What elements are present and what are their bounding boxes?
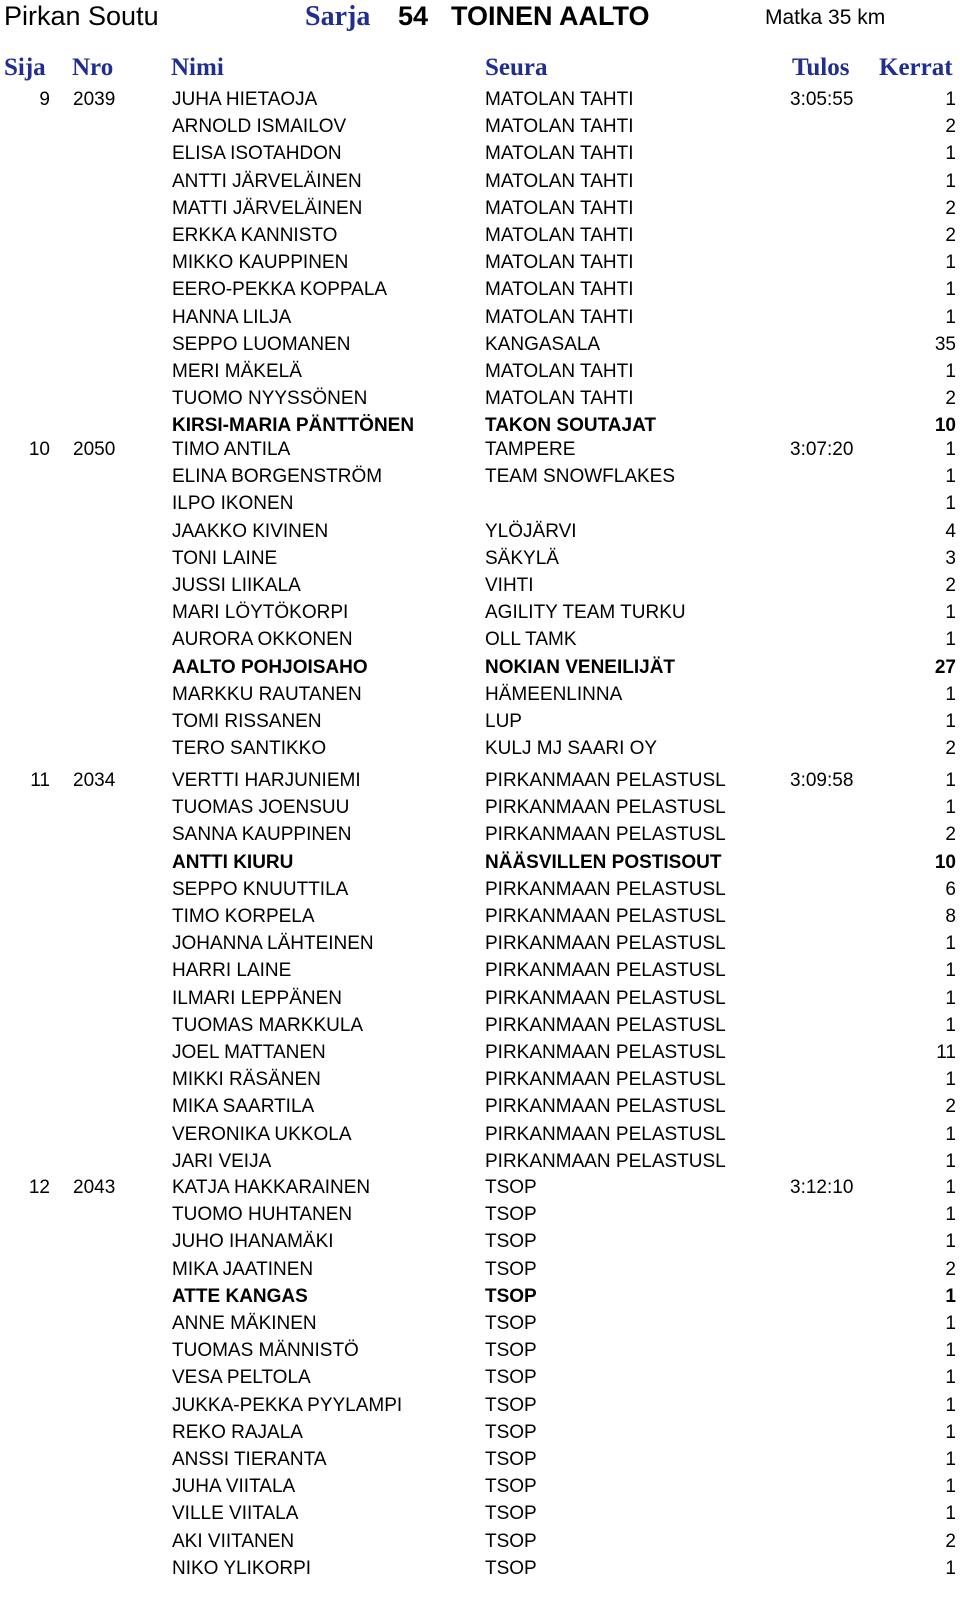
rower-name-cell: AKI VIITANEN xyxy=(172,1530,295,1552)
club-cell: PIRKANMAAN PELASTUSL xyxy=(485,824,726,846)
result-time-cell: 3:07:20 xyxy=(790,439,854,460)
rower-name-cell: REKO RAJALA xyxy=(172,1421,303,1443)
team-number-cell: 2043 xyxy=(73,1177,116,1198)
count-cell: 1 xyxy=(945,1476,956,1498)
rower-name-cell: SEPPO LUOMANEN xyxy=(172,333,351,355)
table-row xyxy=(0,86,960,113)
table-row xyxy=(0,436,960,463)
table-row xyxy=(0,654,960,681)
column-header-result: Tulos xyxy=(792,54,850,81)
count-cell: 2 xyxy=(945,197,956,219)
count-cell: 1 xyxy=(945,439,956,460)
club-cell: OLL TAMK xyxy=(485,629,577,651)
table-row xyxy=(0,276,960,303)
place-cell: 11 xyxy=(30,770,50,791)
column-header-number: Nro xyxy=(72,54,114,81)
rower-name-cell: ILMARI LEPPÄNEN xyxy=(172,987,342,1009)
rower-name-cell: AALTO POHJOISAHO xyxy=(172,656,368,678)
club-cell: HÄMEENLINNA xyxy=(485,683,623,705)
count-cell: 1 xyxy=(945,960,956,982)
count-cell: 11 xyxy=(936,1042,956,1063)
club-cell: TSOP xyxy=(485,1285,537,1307)
count-cell: 1 xyxy=(945,1069,956,1091)
table-row xyxy=(0,849,960,876)
club-cell: TSOP xyxy=(485,1313,537,1334)
table-row xyxy=(0,1256,960,1283)
club-cell: MATOLAN TAHTI xyxy=(485,361,634,382)
club-cell: TSOP xyxy=(485,1476,537,1498)
table-row xyxy=(0,1228,960,1255)
club-cell: PIRKANMAAN PELASTUSL xyxy=(485,1042,726,1063)
table-row xyxy=(0,767,960,794)
table-row xyxy=(0,1174,960,1201)
rower-name-cell: ATTE KANGAS xyxy=(172,1285,308,1307)
count-cell: 1 xyxy=(945,1313,956,1334)
rower-name-cell: JAAKKO KIVINEN xyxy=(172,520,329,542)
rower-name-cell: KATJA HAKKARAINEN xyxy=(172,1177,371,1198)
club-cell: TSOP xyxy=(485,1204,537,1226)
rower-name-cell: JOHANNA LÄHTEINEN xyxy=(172,933,374,955)
rower-name-cell: SEPPO KNUUTTILA xyxy=(172,878,349,900)
place-cell: 10 xyxy=(28,439,50,460)
table-row xyxy=(0,1066,960,1093)
table-row xyxy=(0,1555,960,1582)
rower-name-cell: VILLE VIITALA xyxy=(172,1503,299,1525)
count-cell: 2 xyxy=(945,575,956,596)
rower-name-cell: TIMO KORPELA xyxy=(172,906,315,927)
count-cell: 1 xyxy=(945,1150,956,1172)
count-cell: 1 xyxy=(945,493,956,515)
count-cell: 2 xyxy=(945,824,956,846)
table-row xyxy=(0,1283,960,1310)
count-cell: 1 xyxy=(945,1204,956,1226)
club-cell: VIHTI xyxy=(485,575,534,596)
rower-name-cell: MARI LÖYTÖKORPI xyxy=(172,602,349,624)
table-row xyxy=(0,222,960,249)
club-cell: YLÖJÄRVI xyxy=(485,520,577,542)
rower-name-cell: JUHA HIETAOJA xyxy=(172,89,318,110)
place-cell: 9 xyxy=(39,89,50,110)
table-row xyxy=(0,1500,960,1527)
rower-name-cell: JARI VEIJA xyxy=(172,1150,272,1172)
club-cell: MATOLAN TAHTI xyxy=(485,197,634,219)
rower-name-cell: HARRI LAINE xyxy=(172,960,292,982)
club-cell: PIRKANMAAN PELASTUSL xyxy=(485,770,726,791)
count-cell: 35 xyxy=(934,333,956,355)
count-cell: 1 xyxy=(945,602,956,624)
count-cell: 1 xyxy=(945,1177,956,1198)
table-row xyxy=(0,681,960,708)
count-cell: 2 xyxy=(945,1530,956,1552)
result-time-cell: 3:05:55 xyxy=(790,89,854,110)
rower-name-cell: VERTTI HARJUNIEMI xyxy=(172,770,361,791)
rower-name-cell: JOEL MATTANEN xyxy=(172,1042,326,1063)
count-cell: 10 xyxy=(934,415,956,437)
table-row xyxy=(0,463,960,490)
count-cell: 1 xyxy=(945,683,956,705)
table-row xyxy=(0,518,960,545)
rower-name-cell: ANTTI KIURU xyxy=(172,851,294,873)
club-cell: TSOP xyxy=(485,1503,537,1525)
count-cell: 1 xyxy=(945,306,956,328)
rower-name-cell: VESA PELTOLA xyxy=(172,1367,311,1389)
count-cell: 2 xyxy=(945,116,956,138)
count-cell: 1 xyxy=(945,770,956,791)
column-header-place: Sija xyxy=(4,54,46,81)
count-cell: 1 xyxy=(945,629,956,651)
count-cell: 1 xyxy=(945,711,956,732)
count-cell: 8 xyxy=(945,906,956,927)
table-row xyxy=(0,1012,960,1039)
club-cell: NOKIAN VENEILIJÄT xyxy=(485,656,676,678)
club-cell: NÄÄSVILLEN POSTISOUT xyxy=(485,851,722,873)
team-number-cell: 2034 xyxy=(73,770,116,791)
rower-name-cell: ARNOLD ISMAILOV xyxy=(172,116,347,138)
count-cell: 1 xyxy=(945,466,956,488)
table-row xyxy=(0,626,960,653)
club-cell: SÄKYLÄ xyxy=(485,547,559,569)
table-row xyxy=(0,1419,960,1446)
count-cell: 2 xyxy=(945,388,956,410)
club-cell: TSOP xyxy=(485,1449,537,1470)
rower-name-cell: ANTTI JÄRVELÄINEN xyxy=(172,170,362,192)
count-cell: 2 xyxy=(945,1258,956,1280)
table-row xyxy=(0,140,960,167)
rower-name-cell: MIKA SAARTILA xyxy=(172,1096,315,1118)
table-row xyxy=(0,249,960,276)
club-cell: TSOP xyxy=(485,1421,537,1443)
count-cell: 1 xyxy=(945,1123,956,1145)
club-cell: PIRKANMAAN PELASTUSL xyxy=(485,906,726,927)
club-cell: TSOP xyxy=(485,1231,537,1253)
rower-name-cell: KIRSI-MARIA PÄNTTÖNEN xyxy=(172,415,415,437)
table-row xyxy=(0,794,960,821)
count-cell: 1 xyxy=(945,1014,956,1036)
club-cell: PIRKANMAAN PELASTUSL xyxy=(485,1014,726,1036)
count-cell: 1 xyxy=(945,1340,956,1362)
club-cell: PIRKANMAAN PELASTUSL xyxy=(485,987,726,1009)
club-cell: TEAM SNOWFLAKES xyxy=(485,466,676,488)
table-row xyxy=(0,331,960,358)
club-cell: MATOLAN TAHTI xyxy=(485,279,634,301)
count-cell: 1 xyxy=(945,933,956,955)
count-cell: 1 xyxy=(945,89,956,110)
table-row xyxy=(0,1473,960,1500)
count-cell: 3 xyxy=(945,547,956,569)
table-row xyxy=(0,1528,960,1555)
rower-name-cell: TUOMO NYYSSÖNEN xyxy=(172,388,368,410)
club-cell: MATOLAN TAHTI xyxy=(485,388,634,410)
column-header-count: Kerrat xyxy=(879,54,953,81)
club-cell: MATOLAN TAHTI xyxy=(485,170,634,192)
count-cell: 1 xyxy=(945,797,956,819)
count-cell: 1 xyxy=(945,143,956,165)
count-cell: 1 xyxy=(945,279,956,301)
rower-name-cell: MIKKI RÄSÄNEN xyxy=(172,1069,321,1091)
rower-name-cell: TUOMAS JOENSUU xyxy=(172,797,350,819)
table-row xyxy=(0,1392,960,1419)
club-cell: PIRKANMAAN PELASTUSL xyxy=(485,1069,726,1091)
club-cell: PIRKANMAAN PELASTUSL xyxy=(485,1123,726,1145)
table-row xyxy=(0,957,960,984)
rower-name-cell: VERONIKA UKKOLA xyxy=(172,1123,352,1145)
series-label: Sarja xyxy=(305,1,371,32)
club-cell: PIRKANMAAN PELASTUSL xyxy=(485,1096,726,1118)
rower-name-cell: MIKKO KAUPPINEN xyxy=(172,252,349,274)
rower-name-cell: TERO SANTIKKO xyxy=(172,738,327,760)
club-cell: KANGASALA xyxy=(485,333,601,355)
rower-name-cell: SANNA KAUPPINEN xyxy=(172,824,352,846)
club-cell: PIRKANMAAN PELASTUSL xyxy=(485,878,726,900)
table-row xyxy=(0,985,960,1012)
club-cell: TSOP xyxy=(485,1394,537,1416)
table-row xyxy=(0,490,960,517)
count-cell: 1 xyxy=(945,1285,956,1307)
rower-name-cell: JUSSI LIIKALA xyxy=(172,575,301,596)
club-cell: MATOLAN TAHTI xyxy=(485,225,634,246)
table-row xyxy=(0,113,960,140)
count-cell: 10 xyxy=(934,851,956,873)
count-cell: 1 xyxy=(945,1367,956,1389)
count-cell: 1 xyxy=(945,252,956,274)
team-number-cell: 2050 xyxy=(73,439,116,460)
table-row xyxy=(0,385,960,412)
count-cell: 1 xyxy=(945,1231,956,1253)
rower-name-cell: TUOMAS MÄNNISTÖ xyxy=(172,1340,359,1362)
event-title: Pirkan Soutu xyxy=(4,1,159,31)
rower-name-cell: JUHA VIITALA xyxy=(172,1476,296,1498)
count-cell: 4 xyxy=(945,520,956,542)
table-row xyxy=(0,735,960,762)
rower-name-cell: ELISA ISOTAHDON xyxy=(172,143,342,165)
table-row xyxy=(0,1148,960,1175)
club-cell: TSOP xyxy=(485,1177,537,1198)
distance-label: Matka 35 km xyxy=(765,6,886,29)
club-cell: TSOP xyxy=(485,1367,537,1389)
count-cell: 2 xyxy=(945,738,956,760)
count-cell: 1 xyxy=(945,361,956,382)
count-cell: 1 xyxy=(945,1557,956,1579)
table-row xyxy=(0,599,960,626)
table-row xyxy=(0,1093,960,1120)
column-header-name: Nimi xyxy=(171,54,224,81)
club-cell: MATOLAN TAHTI xyxy=(485,252,634,274)
club-cell: MATOLAN TAHTI xyxy=(485,89,634,110)
rower-name-cell: TUOMO HUHTANEN xyxy=(172,1204,353,1226)
table-row xyxy=(0,821,960,848)
table-row xyxy=(0,903,960,930)
table-row xyxy=(0,195,960,222)
table-row xyxy=(0,1337,960,1364)
rower-name-cell: MARKKU RAUTANEN xyxy=(172,683,362,705)
count-cell: 2 xyxy=(945,1096,956,1118)
count-cell: 1 xyxy=(945,1449,956,1470)
rower-name-cell: EERO-PEKKA KOPPALA xyxy=(172,279,388,301)
table-row xyxy=(0,1039,960,1066)
rower-name-cell: TIMO ANTILA xyxy=(172,439,291,460)
club-cell: MATOLAN TAHTI xyxy=(485,306,634,328)
count-cell: 6 xyxy=(945,878,956,900)
count-cell: 1 xyxy=(945,1394,956,1416)
rower-name-cell: NIKO YLIKORPI xyxy=(172,1557,312,1579)
count-cell: 1 xyxy=(945,987,956,1009)
table-row xyxy=(0,1310,960,1337)
table-row xyxy=(0,572,960,599)
rower-name-cell: TONI LAINE xyxy=(172,547,278,569)
club-cell: LUP xyxy=(485,711,522,732)
club-cell: MATOLAN TAHTI xyxy=(485,143,634,165)
table-row xyxy=(0,876,960,903)
result-time-cell: 3:09:58 xyxy=(790,770,854,791)
club-cell: PIRKANMAAN PELASTUSL xyxy=(485,933,726,955)
table-row xyxy=(0,930,960,957)
table-row xyxy=(0,358,960,385)
club-cell: TAKON SOUTAJAT xyxy=(485,415,656,437)
club-cell: TSOP xyxy=(485,1340,537,1362)
rower-name-cell: TOMI RISSANEN xyxy=(172,711,322,732)
count-cell: 2 xyxy=(945,225,956,246)
place-cell: 12 xyxy=(28,1177,50,1198)
rower-name-cell: AURORA OKKONEN xyxy=(172,629,353,651)
rower-name-cell: MERI MÄKELÄ xyxy=(172,361,302,382)
club-cell: KULJ MJ SAARI OY xyxy=(485,738,658,760)
table-row xyxy=(0,1121,960,1148)
club-cell: TSOP xyxy=(485,1557,537,1579)
club-cell: TAMPERE xyxy=(485,439,576,460)
rower-name-cell: ILPO IKONEN xyxy=(172,493,294,515)
series-number: 54 xyxy=(398,1,429,31)
table-row xyxy=(0,708,960,735)
table-row xyxy=(0,1201,960,1228)
rower-name-cell: TUOMAS MARKKULA xyxy=(172,1014,364,1036)
table-row xyxy=(0,1446,960,1473)
count-cell: 1 xyxy=(945,170,956,192)
club-cell: MATOLAN TAHTI xyxy=(485,116,634,138)
rower-name-cell: ANSSI TIERANTA xyxy=(172,1449,327,1470)
rower-name-cell: ELINA BORGENSTRÖM xyxy=(172,466,383,488)
club-cell: AGILITY TEAM TURKU xyxy=(485,602,686,624)
club-cell: PIRKANMAAN PELASTUSL xyxy=(485,797,726,819)
table-row xyxy=(0,1364,960,1391)
count-cell: 27 xyxy=(934,656,956,678)
rower-name-cell: HANNA LILJA xyxy=(172,306,292,328)
club-cell: PIRKANMAAN PELASTUSL xyxy=(485,1150,726,1172)
rower-name-cell: JUKKA-PEKKA PYYLAMPI xyxy=(172,1394,403,1416)
table-row xyxy=(0,168,960,195)
club-cell: TSOP xyxy=(485,1258,537,1280)
rower-name-cell: ERKKA KANNISTO xyxy=(172,225,338,246)
rower-name-cell: MIKA JAATINEN xyxy=(172,1258,314,1280)
table-row xyxy=(0,304,960,331)
team-number-cell: 2039 xyxy=(73,89,116,110)
table-row xyxy=(0,545,960,572)
rower-name-cell: JUHO IHANAMÄKI xyxy=(172,1231,334,1253)
result-time-cell: 3:12:10 xyxy=(790,1177,854,1198)
rower-name-cell: ANNE MÄKINEN xyxy=(172,1313,317,1334)
count-cell: 1 xyxy=(945,1421,956,1443)
count-cell: 1 xyxy=(945,1503,956,1525)
club-cell: PIRKANMAAN PELASTUSL xyxy=(485,960,726,982)
series-name: TOINEN AALTO xyxy=(451,1,650,31)
column-header-club: Seura xyxy=(485,54,548,81)
club-cell: TSOP xyxy=(485,1530,537,1552)
rower-name-cell: MATTI JÄRVELÄINEN xyxy=(172,197,363,219)
